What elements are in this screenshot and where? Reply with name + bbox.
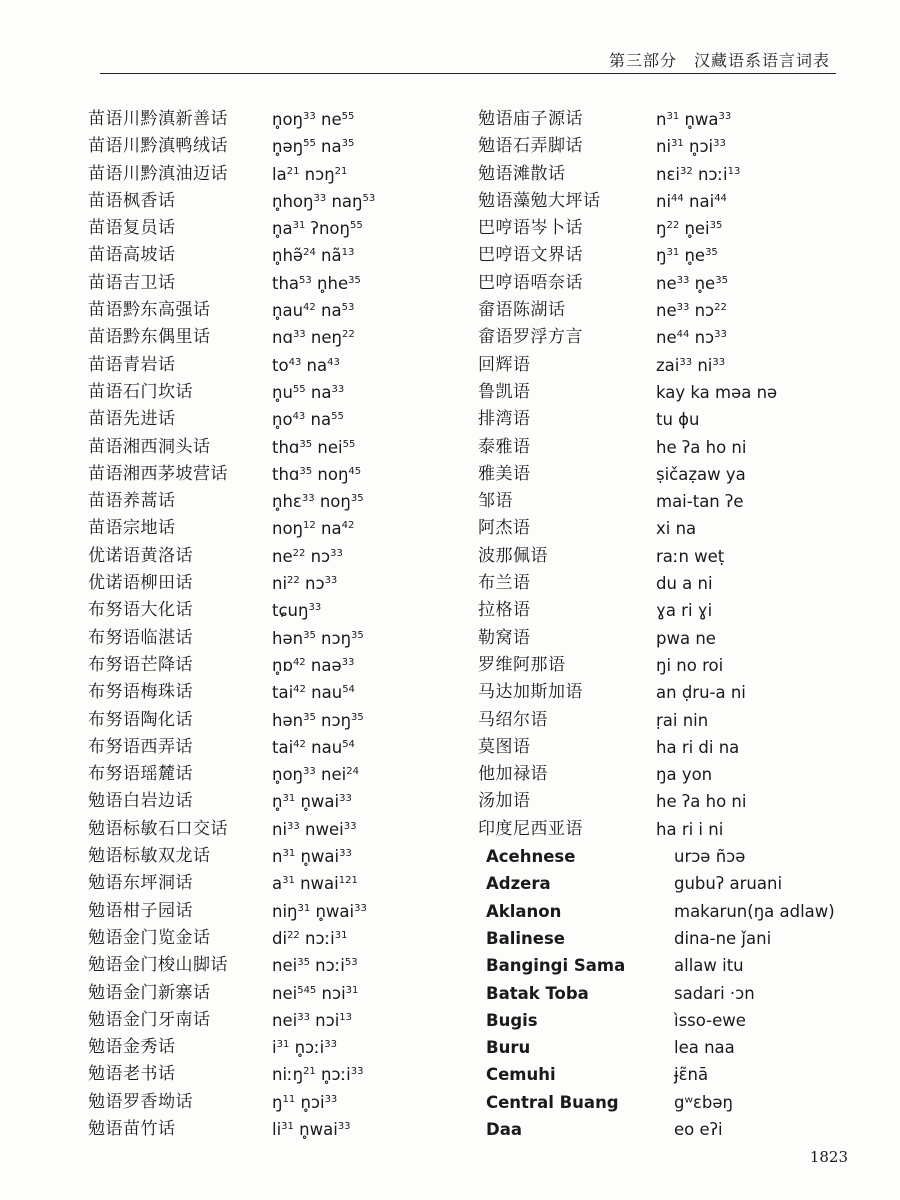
word-form: ha ri i ni xyxy=(656,819,724,839)
left-language-names xyxy=(88,106,228,1143)
language-name: 布努语陶化话 xyxy=(88,709,193,730)
word-form: mai-tan ʔe xyxy=(656,492,744,512)
word-form: $n^{31}$ $n̥wa^{33}$ xyxy=(656,110,732,129)
language-name: 泰雅语 xyxy=(478,436,531,457)
language-name: Aklanon xyxy=(486,901,562,921)
language-name: 布努语梅珠话 xyxy=(88,682,193,703)
word-form: ṛai nin xyxy=(656,710,709,730)
language-name: 勉语金门览金话 xyxy=(88,927,211,948)
language-name: 排湾语 xyxy=(478,409,531,430)
word-form: ŋa yon xyxy=(656,765,713,785)
word-form: $ni^{31}$ n̥ɔi$^{33}$ xyxy=(656,137,726,157)
language-name: 布努语西弄话 xyxy=(88,736,193,757)
word-form: niŋ$^{31}$ n̥wai$^{33}$ xyxy=(272,901,367,921)
running-header: 第三部分 汉藏语系语言词表 xyxy=(608,51,830,70)
word-form: noŋ$^{12}$ $na^{42}$ xyxy=(272,519,355,539)
language-name: 勉语标敏双龙话 xyxy=(88,846,211,867)
language-name: 勉语石弄脚话 xyxy=(478,136,583,157)
header-rule xyxy=(100,73,836,74)
language-name: 勉语滩散话 xyxy=(478,163,566,184)
language-name: 布努语瑶麓话 xyxy=(88,764,193,785)
language-name: 苗语湘西洞头话 xyxy=(88,436,211,457)
word-form: nei$^{545}$ nɔi$^{31}$ xyxy=(272,983,359,1003)
word-form: n̥hə̃$^{24}$ $nã^{13}$ xyxy=(272,246,355,266)
word-form: makarun(ŋa adlaw) xyxy=(674,901,835,921)
language-name: 布兰语 xyxy=(478,573,531,594)
language-name: 苗语石门坎话 xyxy=(88,381,193,402)
word-form: $n̥u^{55}$ $na^{33}$ xyxy=(272,382,345,402)
word-form: tai$^{42}$ nau$^{54}$ xyxy=(272,737,355,757)
word-form: $ne^{33}$ nɔ$^{22}$ xyxy=(656,301,727,321)
language-name: 布努语临湛话 xyxy=(88,627,193,648)
word-form: he ʔa ho ni xyxy=(656,792,747,812)
word-form: an ḍru-a ni xyxy=(656,683,746,703)
word-form: n̥$^{31}$ n̥wai$^{33}$ xyxy=(272,792,352,812)
language-name: 苗语养蒿话 xyxy=(88,491,176,512)
language-name: 苗语黔东偶里话 xyxy=(88,327,211,348)
language-name: 苗语枫香话 xyxy=(88,190,176,211)
language-name: 勒窝语 xyxy=(478,627,531,648)
word-form: ìsso-ewe xyxy=(674,1010,746,1030)
word-form: $a^{31}$ nwai$^{121}$ xyxy=(272,874,358,894)
language-name: 勉语柑子园话 xyxy=(88,900,193,921)
word-form: raːn weṭ xyxy=(656,546,725,566)
language-name: Acehnese xyxy=(486,847,576,867)
word-form: du a ni xyxy=(656,574,713,594)
word-form: ṣičaẓaw ya xyxy=(656,464,746,484)
language-name: 畲语罗浮方言 xyxy=(478,327,583,348)
word-form: sadari ·ɔn xyxy=(674,983,755,1003)
language-name: 罗维阿那语 xyxy=(478,654,566,675)
language-name: 布努语大化话 xyxy=(88,600,193,621)
language-name: 勉语白岩边话 xyxy=(88,791,193,812)
word-form: $ne^{33}$ $n̥e^{35}$ xyxy=(656,273,728,293)
language-name: 勉语老书话 xyxy=(88,1064,176,1085)
word-form: lea naa xyxy=(674,1038,735,1058)
word-form: $n̥oŋ^{33}$ $ne^{55}$ xyxy=(272,110,355,129)
language-name: 苗语先进话 xyxy=(88,409,176,430)
language-name: 优诺语柳田话 xyxy=(88,573,193,594)
language-name: Batak Toba xyxy=(486,983,589,1003)
word-form: hən$^{35}$ nɔŋ$^{35}$ xyxy=(272,710,364,730)
word-form: $to^{43}$ $na^{43}$ xyxy=(272,355,340,375)
word-form: $n̥oŋ^{33}$ nei$^{24}$ xyxy=(272,765,359,785)
word-form: $li^{31}$ n̥wai$^{33}$ xyxy=(272,1119,351,1139)
language-name: 勉语苗竹话 xyxy=(88,1118,176,1139)
language-name: 勉语庙子源话 xyxy=(478,109,583,129)
word-form: $ni^{33}$ nwei$^{33}$ xyxy=(272,819,357,839)
word-form: niːŋ$^{21}$ n̥ɔːi$^{33}$ xyxy=(272,1065,364,1085)
language-name: 巴哼语岑卜话 xyxy=(478,218,583,239)
language-name: 苗语川黔滇鸭绒话 xyxy=(88,136,228,157)
word-form: xi na xyxy=(656,519,697,539)
language-name: Central Buang xyxy=(486,1092,619,1112)
word-form: nei$^{35}$ nɔːi$^{53}$ xyxy=(272,956,358,976)
word-form: gubuʔ aruani xyxy=(674,874,783,894)
word-form: tɕuŋ$^{33}$ xyxy=(272,601,322,621)
word-form: $ŋ^{11}$ n̥ɔi$^{33}$ xyxy=(272,1092,338,1112)
word-form: thɑ$^{35}$ nei$^{55}$ xyxy=(272,437,356,457)
language-name: 苗语黔东高强话 xyxy=(88,300,211,321)
word-form: $ni^{22}$ nɔ$^{33}$ xyxy=(272,574,338,594)
word-form: he ʔa ho ni xyxy=(656,437,747,457)
language-name: Bugis xyxy=(486,1010,538,1030)
word-form: gʷɛbəŋ xyxy=(674,1092,733,1112)
word-form: ha ri di na xyxy=(656,737,740,757)
left-word-forms xyxy=(272,106,375,1143)
language-name: 阿杰语 xyxy=(478,518,531,539)
language-name: 苗语高坡话 xyxy=(88,245,176,266)
word-form: $n̥au^{42}$ $na^{53}$ xyxy=(272,301,355,321)
word-form: ŋi no roi xyxy=(656,655,724,675)
page-number: 1823 xyxy=(809,1148,848,1166)
language-name: Bangingi Sama xyxy=(486,956,626,976)
language-name: 印度尼西亚语 xyxy=(478,818,583,839)
word-form: nɛi$^{32}$ nɔːi$^{13}$ xyxy=(656,164,741,184)
language-name: 畲语陈湖话 xyxy=(478,300,566,321)
language-name: Balinese xyxy=(486,928,565,948)
language-name: 优诺语黄洛话 xyxy=(88,545,193,566)
language-name: 巴哼语唔奈话 xyxy=(478,272,583,293)
word-form: kay ka məa nə xyxy=(656,382,778,402)
language-name: 马绍尔语 xyxy=(478,709,548,730)
word-form: eo eʔi xyxy=(674,1119,723,1139)
language-name: 勉语金秀话 xyxy=(88,1037,176,1058)
word-form: n̥ɒ$^{42}$ naə$^{33}$ xyxy=(272,655,355,675)
language-name: 苗语吉卫话 xyxy=(88,272,176,293)
language-name: 苗语青岩话 xyxy=(88,354,176,375)
right-language-names xyxy=(478,106,625,1143)
language-name: Buru xyxy=(486,1038,531,1058)
language-name: 勉语金门牙南话 xyxy=(88,1009,211,1030)
word-form: $la^{21}$ nɔŋ$^{21}$ xyxy=(272,164,348,184)
language-name: 邹语 xyxy=(478,491,513,512)
word-form: $ŋ^{31}$ $n̥e^{35}$ xyxy=(656,246,718,266)
word-form: n̥əŋ$^{55}$ $na^{35}$ xyxy=(272,137,355,157)
language-name: 勉语金门梭山脚话 xyxy=(88,955,228,976)
word-form: nɑ$^{33}$ neŋ$^{22}$ xyxy=(272,328,355,348)
word-form: pwa ne xyxy=(656,628,716,648)
word-form: $ŋ^{22}$ $n̥ei^{35}$ xyxy=(656,219,723,239)
word-form: dina-ne ǰani xyxy=(674,928,772,948)
language-name: 雅美语 xyxy=(478,463,531,484)
word-form: $di^{22}$ nɔːi$^{31}$ xyxy=(272,928,348,948)
word-form: $ni^{44}$ nai$^{44}$ xyxy=(656,191,727,211)
word-form: tu ɸu xyxy=(656,410,700,430)
language-name: 勉语东坪洞话 xyxy=(88,873,193,894)
language-name: 布努语芒降话 xyxy=(88,654,193,675)
word-form: ɣa ri ɣi xyxy=(656,601,713,621)
language-name: 汤加语 xyxy=(478,791,531,812)
word-form: nei$^{33}$ nɔi$^{13}$ xyxy=(272,1010,353,1030)
word-form: hən$^{35}$ nɔŋ$^{35}$ xyxy=(272,628,364,648)
word-form: thɑ$^{35}$ noŋ$^{45}$ xyxy=(272,464,362,484)
word-form: tha$^{53}$ $n̥he^{35}$ xyxy=(272,273,361,293)
language-name: Cemuhi xyxy=(486,1065,556,1085)
language-name: 苗语川黔滇油迈话 xyxy=(88,163,228,184)
language-name: 苗语宗地话 xyxy=(88,518,176,539)
word-form: $n̥a^{31}$ ʔnoŋ$^{55}$ xyxy=(272,219,363,239)
language-name: 苗语湘西茅坡营话 xyxy=(88,463,228,484)
language-name: Daa xyxy=(486,1119,522,1139)
language-name: 他加禄语 xyxy=(478,764,548,785)
language-name: 马达加斯加语 xyxy=(478,682,583,703)
language-name: Adzera xyxy=(486,874,551,894)
language-name: 莫图语 xyxy=(478,736,531,757)
language-name: 勉语罗香坳话 xyxy=(88,1091,193,1112)
language-name: 鲁凯语 xyxy=(478,381,531,402)
language-name: 苗语川黔滇新善话 xyxy=(88,109,228,129)
language-name: 波那佩语 xyxy=(478,545,548,566)
word-form: $n̥o^{43}$ $na^{55}$ xyxy=(272,410,344,430)
language-name: 勉语标敏石口交话 xyxy=(88,818,228,839)
word-form: ɉɛ̃nā xyxy=(674,1065,709,1085)
word-form: $n^{31}$ n̥wai$^{33}$ xyxy=(272,847,352,867)
word-form: tai$^{42}$ nau$^{54}$ xyxy=(272,683,355,703)
word-form: $ne^{22}$ nɔ$^{33}$ xyxy=(272,546,343,566)
word-form: urɔə ñɔə xyxy=(674,847,746,867)
right-word-forms xyxy=(656,106,835,1143)
word-form: zai$^{33}$ $ni^{33}$ xyxy=(656,355,726,375)
language-name: 拉格语 xyxy=(478,600,531,621)
word-form: $ne^{44}$ nɔ$^{33}$ xyxy=(656,328,727,348)
language-name: 回辉语 xyxy=(478,354,531,375)
language-name: 勉语藻勉大坪话 xyxy=(478,190,601,211)
word-form: allaw itu xyxy=(674,956,744,976)
word-form: $i^{31}$ n̥ɔːi$^{33}$ xyxy=(272,1038,337,1058)
language-name: 勉语金门新寨话 xyxy=(88,982,211,1003)
language-name: 苗语复员话 xyxy=(88,218,176,239)
word-form: n̥hoŋ$^{33}$ naŋ$^{53}$ xyxy=(272,191,376,211)
language-name: 巴哼语文界话 xyxy=(478,245,583,266)
word-form: n̥hɛ$^{33}$ noŋ$^{35}$ xyxy=(272,492,364,512)
